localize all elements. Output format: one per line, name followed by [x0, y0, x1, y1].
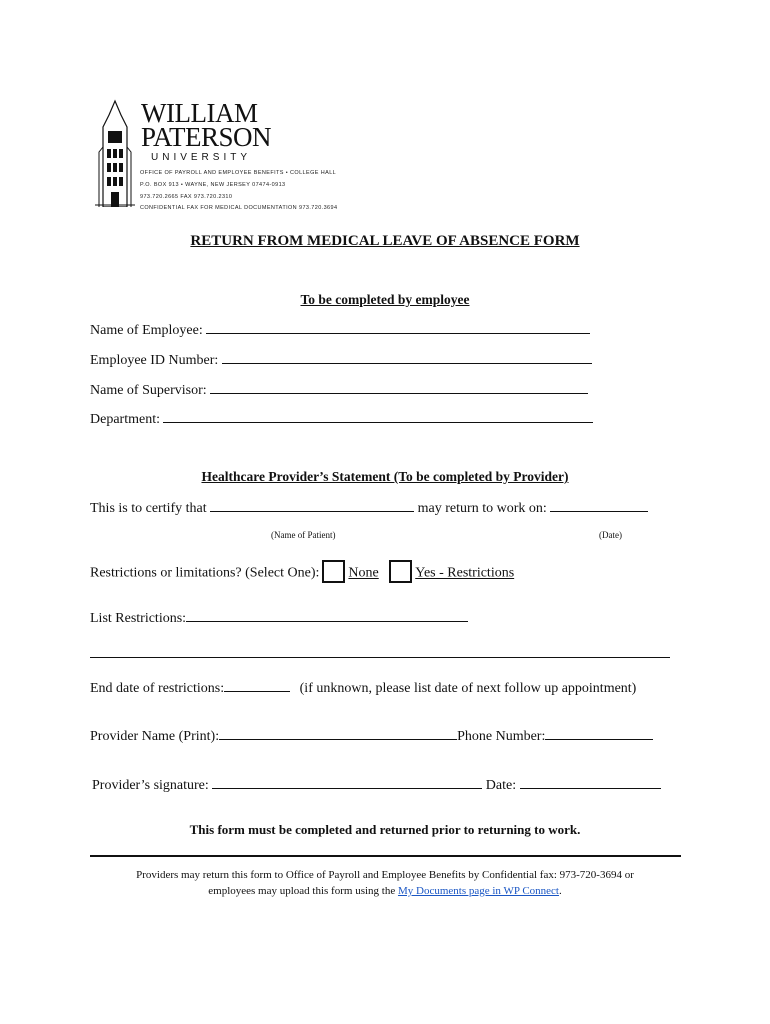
phone-label: Phone Number:: [457, 729, 546, 744]
patient-name-field[interactable]: [210, 499, 414, 512]
university-tower-logo-icon: [95, 97, 135, 207]
certify-mid: may return to work on:: [417, 501, 547, 516]
footer-line2-suffix: .: [558, 885, 562, 897]
end-date-field[interactable]: [224, 679, 290, 692]
department-field[interactable]: [163, 410, 593, 423]
return-date-field[interactable]: [550, 499, 648, 512]
end-date-row: [90, 679, 636, 697]
certify-row: [90, 499, 648, 517]
logo-wordmark-line3: UNIVERSITY: [151, 152, 252, 163]
logo-wordmark-line1: WILLIAM: [141, 98, 258, 128]
employee-section-heading: To be completed by employee: [300, 292, 470, 307]
list-restrictions-label: List Restrictions:: [90, 611, 187, 626]
none-checkbox[interactable]: [322, 560, 345, 583]
footer-line2-prefix: employees may upload this form using the: [208, 885, 396, 897]
list-restrictions-row: [90, 609, 468, 627]
employee-id-row: [90, 351, 592, 369]
supervisor-row: [90, 381, 588, 399]
restrictions-row: [90, 562, 514, 585]
employee-id-label: Employee ID Number:: [90, 353, 219, 368]
employee-name-row: [90, 321, 590, 339]
provider-name-label: Provider Name (Print):: [90, 729, 220, 744]
signature-row: [92, 776, 661, 794]
logo-wordmark-line2: PATERSON: [141, 122, 272, 152]
list-restrictions-field[interactable]: [186, 609, 468, 622]
department-row: [90, 410, 593, 428]
address-line: P.O. BOX 913 • WAYNE, NEW JERSEY 07474-0913: [140, 182, 286, 188]
employee-name-field[interactable]: [206, 321, 590, 334]
certify-prefix: This is to certify that: [90, 501, 207, 516]
restrictions-question: Restrictions or limitations? (Select One):: [90, 565, 320, 581]
end-date-note: (if unknown, please list date of next follow up appointment): [299, 681, 637, 696]
end-date-label: End date of restrictions:: [90, 681, 225, 696]
signature-date-field[interactable]: [520, 776, 661, 789]
address-line: CONFIDENTIAL FAX FOR MEDICAL DOCUMENTATION 973.720.3694: [140, 205, 338, 211]
patient-name-hint: (Name of Patient): [271, 530, 336, 540]
wp-connect-link[interactable]: My Documents page in WP Connect: [397, 885, 559, 897]
employee-id-field[interactable]: [222, 351, 592, 364]
footer-line1: Providers may return this form to Office of Payroll and Employee Benefits by Confidential fax: 973-720-3694 or: [136, 869, 634, 881]
date-hint: (Date): [599, 530, 622, 540]
address-line: OFFICE OF PAYROLL AND EMPLOYEE BENEFITS • COLLEGE HALL: [140, 170, 337, 176]
provider-section-heading: Healthcare Provider’s Statement (To be completed by Provider): [201, 469, 569, 484]
supervisor-label: Name of Supervisor:: [90, 383, 207, 398]
restrictions-continuation-line[interactable]: [90, 657, 670, 658]
yes-restrictions-checkbox[interactable]: [389, 560, 412, 583]
supervisor-field[interactable]: [210, 381, 588, 394]
phone-field[interactable]: [545, 727, 653, 740]
completion-notice: This form must be completed and returned prior to returning to work.: [189, 822, 581, 837]
date-label: Date:: [485, 778, 517, 793]
department-label: Department:: [90, 412, 160, 427]
provider-name-field[interactable]: [219, 727, 457, 740]
footer-line2: [0, 883, 770, 899]
none-option-label: None: [348, 565, 379, 581]
form-title: RETURN FROM MEDICAL LEAVE OF ABSENCE FORM: [190, 233, 580, 249]
employee-name-label: Name of Employee:: [90, 323, 203, 338]
signature-field[interactable]: [212, 776, 482, 789]
address-line: 973.720.2665 FAX 973.720.2310: [140, 194, 233, 200]
signature-label: Provider’s signature:: [92, 778, 209, 793]
yes-restrictions-label: Yes - Restrictions: [415, 565, 515, 581]
provider-name-row: [90, 727, 653, 745]
divider: [90, 855, 681, 857]
